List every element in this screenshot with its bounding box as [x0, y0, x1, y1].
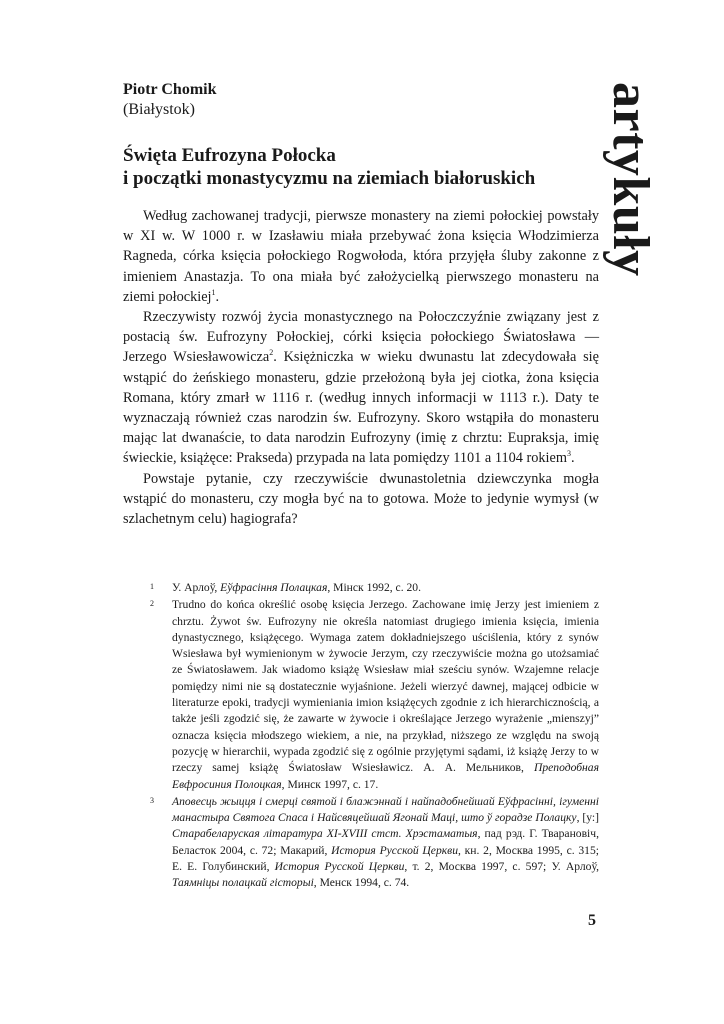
- author-affiliation: (Białystok): [123, 101, 195, 118]
- title-line-2: i początki monastycyzmu na ziemiach białoruskich: [123, 168, 536, 189]
- footnote-3: 3 Аповесць жыцця і смерці святой і блажэннай і найпадобнейшай Еўфрасінні, ігуменні манастыра Святога Спаса і Найсвяцейшай Ягонай Маці, што ў горадзе Полацку, [у:] Старабеларуская літаратура XI-XVIII стст. Хрэстаматыя, пад рэд. Г. Тварановіч, Беласток 2004, с. 72; Макарий, История Русской Церкви, кн. 2, Москва 1995, с. 315; Е. Е. Голубинский, История Русской Церкви, т. 2, Москва 1997, с. 597; У. Арлоў, Таямніцы полацкай гісторыі, Менск 1994, с. 74.: [150, 794, 599, 890]
- paragraph-3: Powstaje pytanie, czy rzeczywiście dwunastoletnia dziewczynka mogła wstąpić do monasteru, czy mogła być na to gotowa. Może to jedynie wymysł (w szlachetnym celu) hagiografa?: [123, 470, 599, 528]
- author-name: Piotr Chomik: [123, 81, 217, 98]
- section-tag: artykuły: [602, 82, 659, 277]
- footnote-1: 1 У. Арлоў, Еўфрасіння Полацкая, Мінск 1992, с. 20.: [150, 581, 421, 594]
- paragraph-2: Rzeczywisty rozwój życia monastycznego na Połoczczyźnie związany jest z postacią św. Eufrozyny Połockiej, córki księcia połockiego Światosława — Jerzego Wsiesławowicza$^2$. Księżniczka w wieku dwunastu lat zdecydowała się wstąpić do żeńskiego monasteru, gdzie przełożoną była jej ciotka, żona księcia Romana, który zmarł w 1116 r. (według innych informacji w 1113 r.). Daty te wyznaczają również czas narodzin św. Eufrozyny. Skoro wstąpiła do monasteru mając lat dwanaście, to data narodzin Eufrozyny (imię z chrztu: Eupraksja, imię świeckie, książęce: Prakseda) przypada na lata pomiędzy 1101 a 1104 rokiem$^3$.: [123, 309, 599, 467]
- footnote-ref-3[interactable]: 3: [566, 449, 571, 459]
- footnote-number: 1: [150, 582, 154, 591]
- footnotes: [150, 580, 599, 893]
- footnote-2: 2 Trudno do końca określić osobę księcia Jerzego. Zachowane imię Jerzy jest imieniem z chrztu. Żywot św. Eufrozyny nie określa natomiast drugiego imienia księcia, imienia dynastycznego, książęcego. Wymaga zatem dokładniejszego uściślenia, który z synów Wsiesława był wymienionym w żywocie Jerzym, czy rzeczywiście można go utożsamiać ze Światosławem. Jak wiadomo książę Wsiesław miał sześciu synów. Wzajemne relacje pomiędzy nimi nie są dostatecznie wyjaśnione. Jeżeli wierzyć dawnej, mającej odbicie w literaturze epoki, tradycji wymieniania imion książęcych zgodnie z ich hierarchicznością, a także jeśli zgodzić się, że zawarte w żywocie i określające Jerzego wyrażenie „mienszyj” oznacza księcia młodszego wiekiem, a nie, na przykład, niższego ze względu na swoją pozycję w hierarchii, wypada zgodzić się z ogólnie przyjętymi sądami, iż książę Jerzy to w rzeczy samej książę Światosław Wsiesławicz. А. А. Мельников, Преподобная Евфросиния Полоцкая, Минск 1997, с. 17.: [150, 598, 599, 791]
- footnote-ref-1[interactable]: 1: [211, 288, 216, 298]
- page-number: 5: [588, 912, 596, 929]
- footnote-ref-2[interactable]: 2: [269, 348, 274, 358]
- paragraph-1: Według zachowanej tradycji, pierwsze monastery na ziemi połockiej powstały w XI w. W 1000 r. w Izasławiu miała przebywać żona księcia Włodzimierza Ragneda, córka księcia połockiego Rogwołoda, która przyjęła śluby zakonne z imieniem Anastazja. To ona miała być założycielką pierwszego monasteru na ziemi połockiej$^1$.: [123, 208, 599, 305]
- article-body: [123, 206, 599, 529]
- title-line-1: Święta Eufrozyna Połocka: [123, 145, 336, 166]
- footnote-number: 3: [150, 795, 154, 805]
- article-title: [123, 144, 573, 190]
- footnote-number: 2: [150, 599, 154, 609]
